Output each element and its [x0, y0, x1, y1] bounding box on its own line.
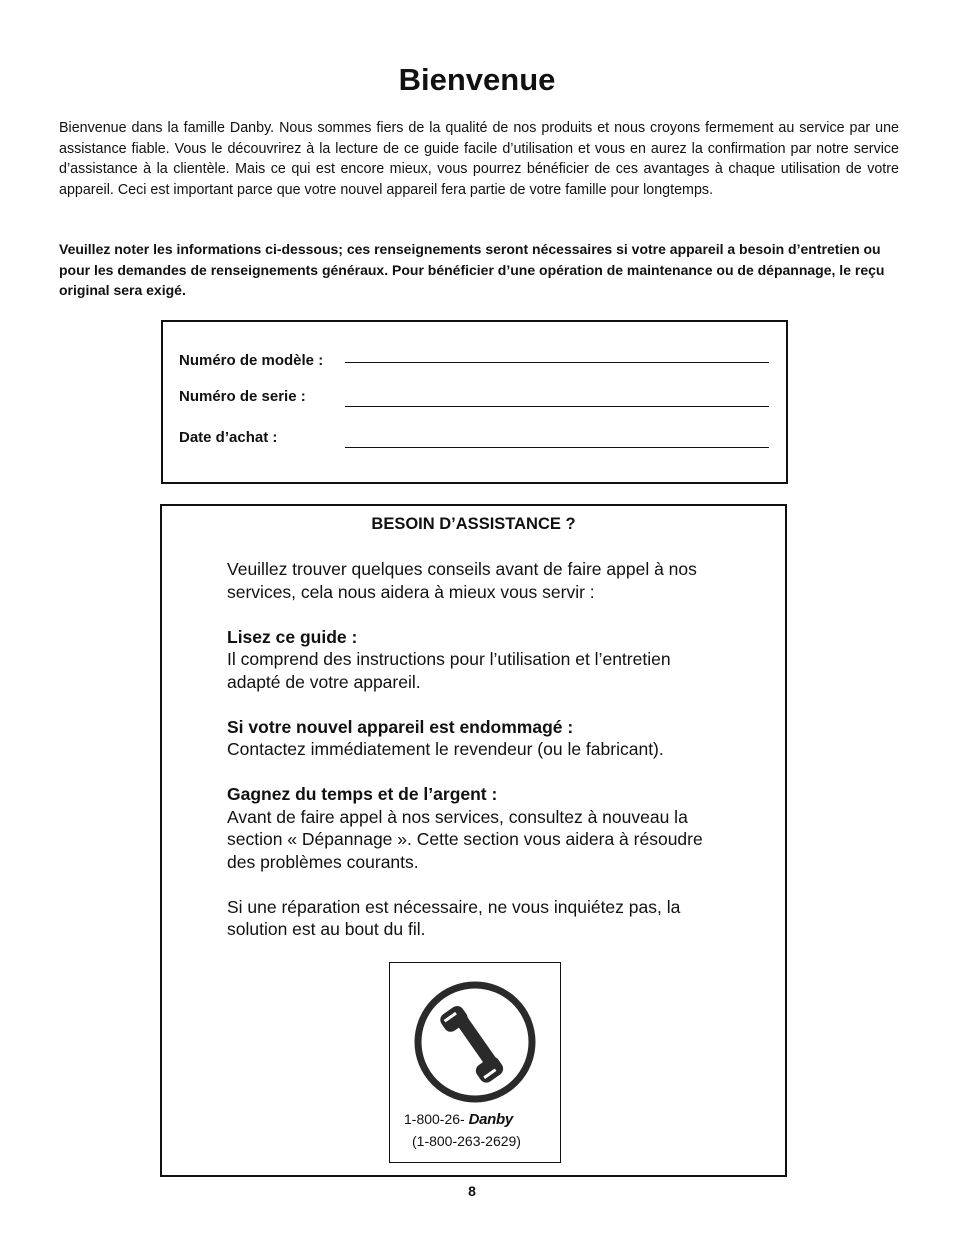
damaged-text: Contactez immédiatement le revendeur (ou le fabricant). [227, 739, 664, 759]
help-box [160, 504, 787, 1177]
product-info-box [161, 320, 788, 484]
purchase-date-field[interactable] [345, 447, 769, 448]
danby-logo: Danby [468, 1111, 513, 1128]
phone-support-box [389, 962, 561, 1163]
save-section [227, 783, 727, 873]
damaged-section [227, 716, 727, 761]
help-body [227, 558, 727, 963]
help-title: BESOIN D’ASSISTANCE ? [371, 515, 576, 533]
model-number-field[interactable] [345, 362, 769, 363]
purchase-date-label: Date d’achat : [179, 429, 278, 446]
page-number: 8 [468, 1183, 476, 1199]
serial-number-field[interactable] [345, 406, 769, 407]
damaged-heading: Si votre nouvel appareil est endommagé : [227, 716, 574, 737]
save-text: Avant de faire appel à nos services, consultez à nouveau la section « Dépannage ». Cette section vous aidera à résoudre des problèmes courants. [227, 806, 703, 872]
phone-number: (1-800-263-2629) [412, 1133, 521, 1149]
notice-paragraph: Veuillez noter les informations ci-dessous; ces renseignements seront nécessaires si votre appareil a besoin d’entretien ou pour les demandes de renseignements généraux. Pour bénéficier d’une opération de maintenance ou de dépannage, le reçu original sera exigé. [59, 241, 885, 298]
telephone-icon [412, 979, 538, 1105]
repair-text: Si une réparation est nécessaire, ne vous inquiétez pas, la solution est au bout du fil. [227, 896, 681, 939]
serial-number-label: Numéro de serie : [179, 388, 306, 405]
page-title: Bienvenue [398, 62, 556, 97]
guide-text: Il comprend des instructions pour l’utilisation et l’entretien adapté de votre appareil. [227, 649, 671, 692]
guide-heading: Lisez ce guide : [227, 626, 358, 647]
save-heading: Gagnez du temps et de l’argent : [227, 784, 498, 804]
phone-number-brand [404, 1111, 513, 1128]
help-intro: Veuillez trouver quelques conseils avant de faire appel à nos services, cela nous aidera à mieux vous servir : [227, 559, 697, 602]
model-number-label: Numéro de modèle : [179, 352, 324, 369]
guide-section [227, 626, 727, 694]
phone-prefix: 1-800-26- [404, 1111, 465, 1127]
intro-paragraph: Bienvenue dans la famille Danby. Nous sommes fiers de la qualité de nos produits et nous croyons fermement au service par une assistance fiable. Vous le découvrirez à la lecture de ce guide facile d’utilisation et vous en aurez la confirmation par notre service d’assistance à la clientèle. Mais ce qui est encore mieux, vous pourrez bénéficier de ces avantages à chaque utilisation de votre appareil. Ceci est important parce que votre nouvel appareil fera partie de votre famille pour longtemps. [59, 120, 899, 198]
